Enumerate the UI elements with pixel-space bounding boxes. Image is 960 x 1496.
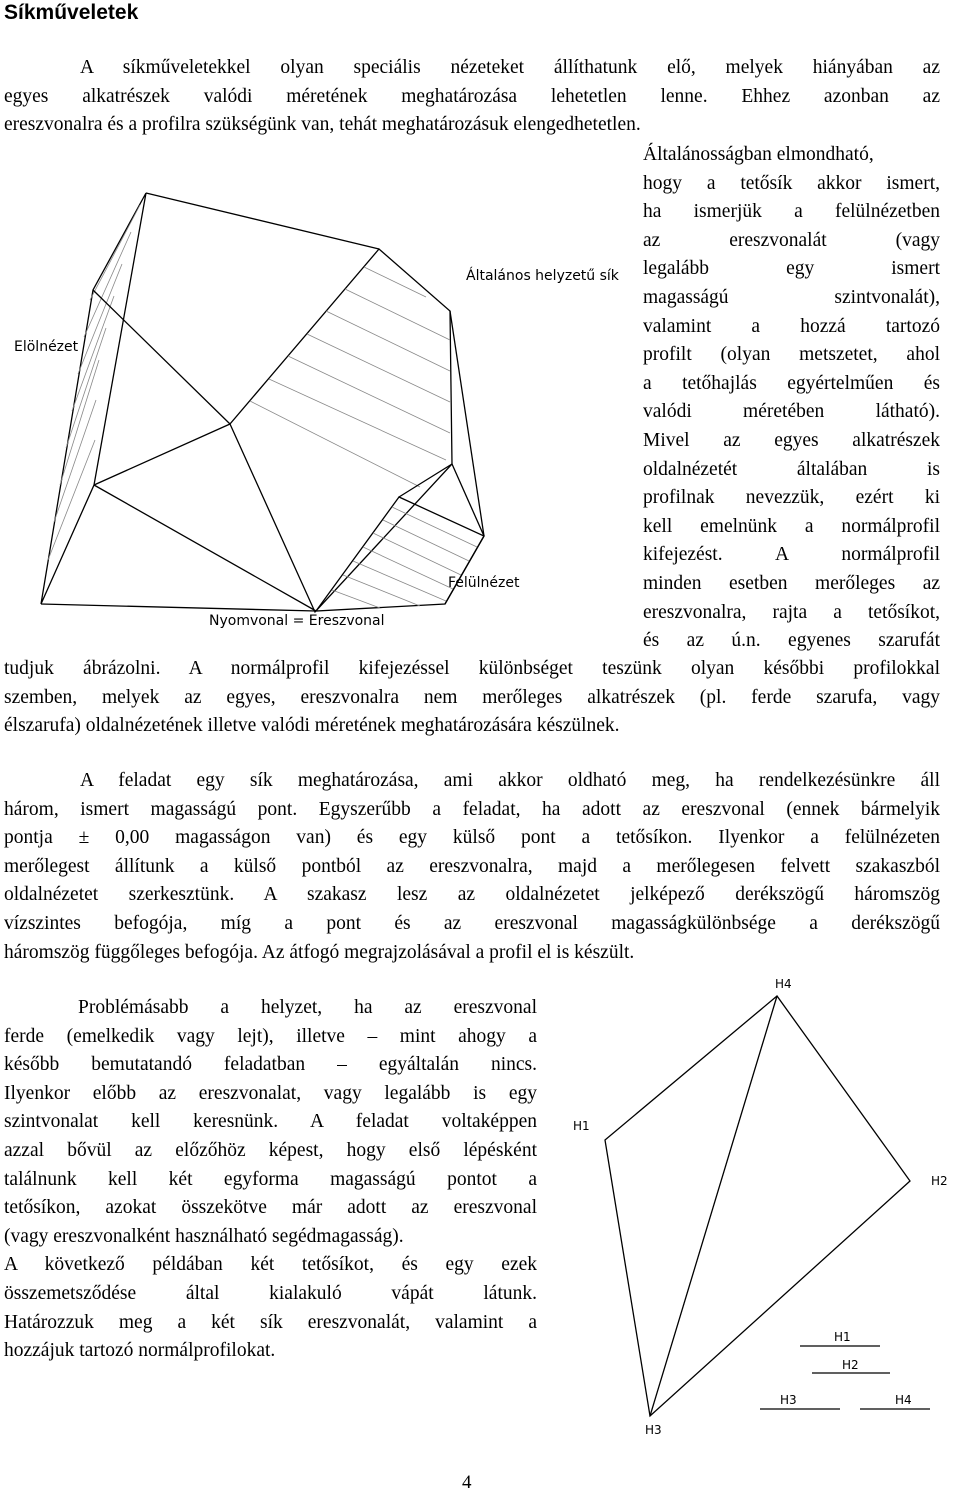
top-view-label: Felülnézet	[448, 575, 520, 591]
text-line: A következő példában két tetősíkot, és egy ezek	[4, 1254, 537, 1276]
legend-h1-label: H1	[834, 1330, 851, 1344]
text-line: Mivel az egyes alkatrészek	[643, 429, 940, 451]
valley-line	[650, 996, 777, 1416]
text-line: szintvonalat kell keresnünk. A feladat voltaképpen	[4, 1111, 537, 1133]
text-line: tetősíkon, azokat összekötve már adott az ereszvonal	[4, 1197, 537, 1219]
page-number: 4	[462, 1472, 472, 1493]
text-line: ferde (emelkedik vagy lejt), illetve – mint ahogy a	[4, 1025, 537, 1047]
text-line: ha ismerjük a felülnézetben	[643, 201, 940, 223]
text-line: Problémásabb a helyzet, ha az ereszvonal	[78, 997, 537, 1018]
text-line: vízszintes befogója, míg a pont és az ereszvonal magasságkülönbsége a derékszögű	[4, 912, 940, 934]
text-line: minden esetben merőleges az	[643, 572, 940, 594]
text-line: ereszvonalra, rajta a tetősíkot,	[643, 601, 940, 623]
legend-h3-label: H3	[780, 1393, 797, 1407]
h3-point-label: H3	[645, 1423, 662, 1437]
text-line: három, ismert magasságú pont. Egyszerűbb a feladat, ha adott az ereszvonal (ennek bármelyik	[4, 798, 940, 820]
text-line: hogy a tetősík akkor ismert,	[643, 172, 940, 194]
text-line: szemben, melyek az egyes, ereszvonalra nem merőleges alkatrészek (pl. ferde szarufa, vagy	[4, 686, 940, 708]
text-line: kifejezést. A normálprofil	[643, 544, 940, 566]
text-line: A feladat egy sík meghatározása, ami akkor oldható meg, ha rendelkezésünkre áll	[80, 770, 940, 791]
text-line: találnunk kell két egyforma magasságú pontot a	[4, 1168, 537, 1190]
legend-h2-label: H2	[842, 1358, 859, 1372]
trace-label: Nyomvonal = Ereszvonal	[209, 613, 385, 629]
text-line: később bemutatandó feladatban – egyáltalán nincs.	[4, 1054, 537, 1076]
text-line: Határozzuk meg a két sík ereszvonalát, valamint a	[4, 1311, 537, 1333]
text-line: oldalnézetet szerkesztünk. A szakasz lesz az oldalnézetet jelképező derékszögű háromszög	[4, 884, 940, 906]
text-line: magasságú szintvonalát),	[643, 286, 940, 308]
text-line: pontja ± 0,00 magasságon van) és egy külső pont a tetősíkon. Ilyenkor a felülnézeten	[4, 827, 940, 849]
text-line: profilnak nevezzük, ezért ki	[643, 487, 940, 509]
text-line: ereszvonalra és a profilra szükségünk van, tehát meghatározásuk elengedhetetlen.	[4, 114, 641, 136]
text-line: valamint a hozzá tartozó	[643, 315, 940, 337]
page-title: Síkműveletek	[4, 1, 139, 24]
text-line: egyes alkatrészek valódi méretének meghatározása lehetetlen lenne. Ehhez azonban az	[4, 85, 940, 107]
text-line: a tetőhajlás egyértelműen és	[643, 372, 940, 394]
text-line: és az ú.n. egyenes szarufát	[643, 630, 940, 652]
text-line: hozzájuk tartozó normálprofilokat.	[4, 1340, 276, 1362]
text-line: A síkműveletekkel olyan speciális nézeteket állíthatunk elő, melyek hiányában az	[80, 57, 940, 78]
legend-h4-label: H4	[895, 1393, 912, 1407]
text-line: élszarufa) oldalnézetének illetve valódi méretének meghatározására készülnek.	[4, 715, 620, 737]
text-line: valódi méretében látható).	[643, 401, 940, 423]
h4-point-label: H4	[775, 977, 792, 991]
text-line: profilt (olyan metszetet, ahol	[643, 344, 940, 366]
text-line: (vagy ereszvonalként használható segédmagasság).	[4, 1225, 404, 1247]
front-view-label: Elölnézet	[14, 339, 79, 355]
text-line: összemetsződése által kialakuló vápát látunk.	[4, 1282, 537, 1304]
general-plane-label: Általános helyzetű sík	[466, 268, 619, 284]
text-line: Általánosságban elmondható,	[643, 144, 874, 165]
text-line: tudjuk ábrázolni. A normálprofil kifejezéssel különbséget teszünk olyan későbbi profilokkal	[4, 658, 940, 679]
text-line: oldalnézetét általában is	[643, 458, 940, 480]
text-line: merőlegest állítunk a külső pontból az ereszvonalra, majd a merőlegesen felvett szakaszból	[4, 855, 940, 877]
text-line: kell emelnünk a normálprofil	[643, 515, 940, 537]
h1-point-label: H1	[573, 1119, 590, 1133]
text-line: Ilyenkor előbb az ereszvonalat, vagy legalább is egy	[4, 1082, 537, 1104]
h2-point-label: H2	[931, 1174, 948, 1188]
text-line: legalább egy ismert	[643, 258, 940, 280]
text-line: azzal bővül az előzőhöz képest, hogy első lépésként	[4, 1139, 537, 1161]
text-line: háromszög függőleges befogója. Az átfogó megrajzolásával a profil el is készült.	[4, 941, 635, 963]
text-line: az ereszvonalát (vagy	[643, 229, 940, 251]
